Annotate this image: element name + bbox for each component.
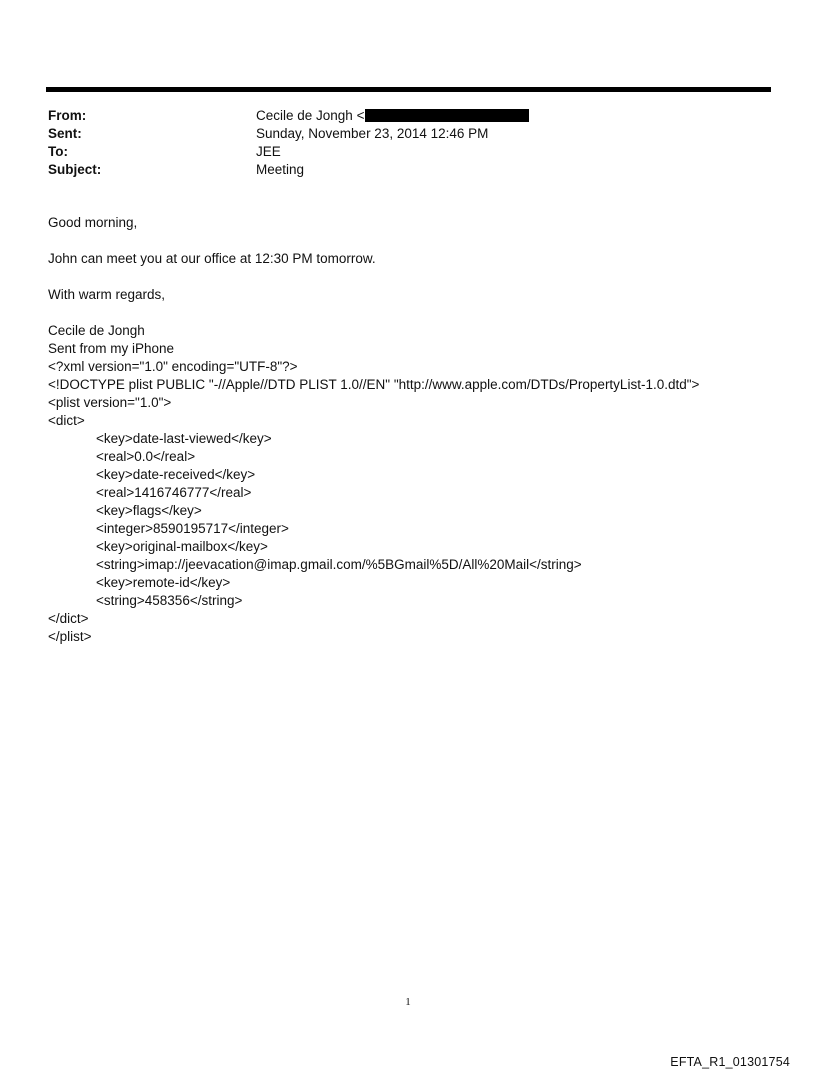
- sent-value: Sunday, November 23, 2014 12:46 PM: [256, 126, 489, 141]
- subject-row: [48, 161, 529, 179]
- plist-entry: <real>1416746777</real>: [96, 485, 252, 500]
- header-rule: [46, 87, 771, 92]
- dict-close-tag: </dict>: [48, 611, 89, 626]
- from-value: [256, 107, 529, 125]
- document-id: EFTA_R1_01301754: [670, 1055, 790, 1069]
- message: John can meet you at our office at 12:30 PM tomorrow.: [48, 251, 376, 266]
- plist-entry: <string>imap://jeevacation@imap.gmail.com/%5BGmail%5D/All%20Mail</string>: [96, 557, 582, 572]
- plist-entry: <key>remote-id</key>: [96, 575, 231, 590]
- plist-doctype: <!DOCTYPE plist PUBLIC "-//Apple//DTD PLIST 1.0//EN" "http://www.apple.com/DTDs/PropertyList-1.0.dtd">: [48, 377, 700, 392]
- subject-label: Subject:: [48, 162, 102, 177]
- plist-close-tag: </plist>: [48, 629, 92, 644]
- sent-label: Sent:: [48, 126, 82, 141]
- from-row: [48, 107, 529, 125]
- dict-open-tag: <dict>: [48, 413, 85, 428]
- plist-entry: <key>date-last-viewed</key>: [96, 431, 272, 446]
- plist-entry: <integer>8590195717</integer>: [96, 521, 289, 536]
- plist-entry: <string>458356</string>: [96, 593, 243, 608]
- sent-row: [48, 125, 529, 143]
- to-row: [48, 143, 529, 161]
- to-value: JEE: [256, 144, 281, 159]
- signature-device: Sent from my iPhone: [48, 341, 175, 356]
- plist-xml-declaration: <?xml version="1.0" encoding="UTF-8"?>: [48, 359, 298, 374]
- plist-entry: <real>0.0</real>: [96, 449, 196, 464]
- redaction-box: [365, 109, 529, 122]
- page-number: 1: [405, 996, 411, 1008]
- plist-entry: <key>original-mailbox</key>: [96, 539, 268, 554]
- plist-entry: <key>flags</key>: [96, 503, 202, 518]
- closing: With warm regards,: [48, 287, 166, 302]
- to-label: To:: [48, 144, 68, 159]
- plist-entry: <key>date-received</key>: [96, 467, 256, 482]
- plist-open-tag: <plist version="1.0">: [48, 395, 172, 410]
- email-header: [48, 107, 529, 179]
- signature-name: Cecile de Jongh: [48, 323, 145, 338]
- from-label: From:: [48, 108, 87, 123]
- greeting: Good morning,: [48, 215, 138, 230]
- from-name: Cecile de Jongh <: [256, 108, 365, 123]
- subject-value: Meeting: [256, 162, 305, 177]
- email-body: [48, 214, 788, 646]
